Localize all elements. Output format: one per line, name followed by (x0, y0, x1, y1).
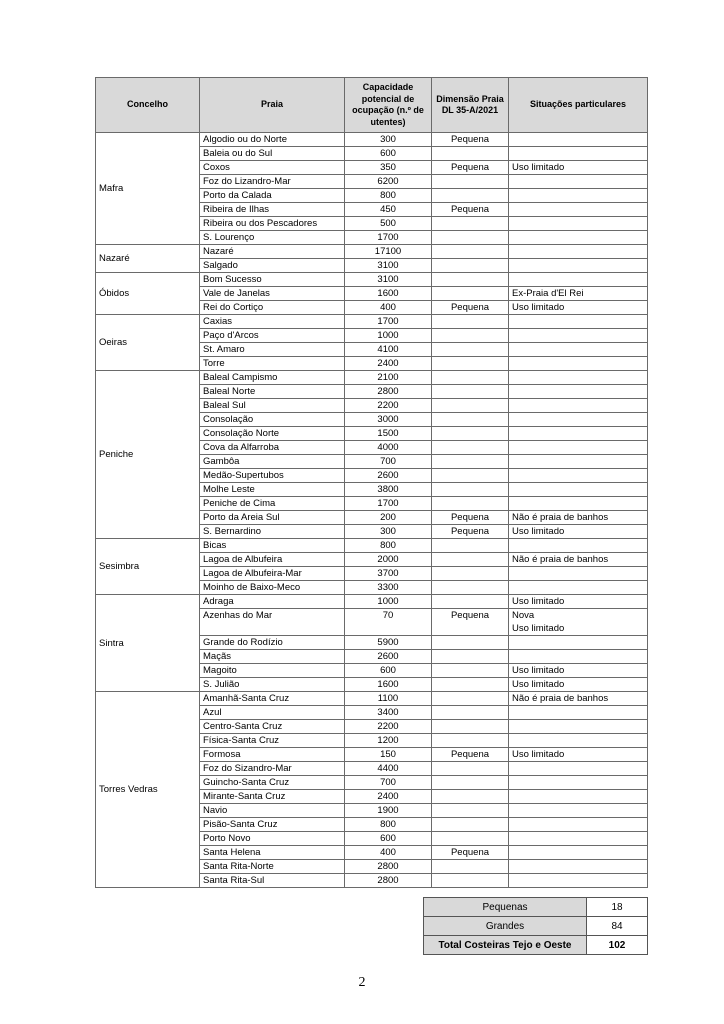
capacidade-cell: 350 (345, 161, 432, 175)
concelho-cell: Óbidos (96, 273, 200, 315)
header-capacidade: Capacidade potencial de ocupação (n.º de utentes) (345, 78, 432, 133)
praia-cell: Lagoa de Albufeira (200, 553, 345, 567)
dimensao-cell (432, 245, 509, 259)
capacidade-cell: 400 (345, 301, 432, 315)
praia-cell: Azul (200, 706, 345, 720)
praia-cell: Moinho de Baixo-Meco (200, 581, 345, 595)
dimensao-cell (432, 259, 509, 273)
dimensao-cell (432, 734, 509, 748)
praia-cell: S. Bernardino (200, 525, 345, 539)
dimensao-cell (432, 441, 509, 455)
dimensao-cell (432, 455, 509, 469)
praia-cell: Centro-Santa Cruz (200, 720, 345, 734)
capacidade-cell: 4400 (345, 762, 432, 776)
capacidade-cell: 1100 (345, 692, 432, 706)
dimensao-cell (432, 692, 509, 706)
beaches-table (95, 77, 648, 888)
concelho-cell: Peniche (96, 371, 200, 539)
capacidade-cell: 3800 (345, 483, 432, 497)
situacoes-cell (509, 720, 648, 734)
table-row (96, 273, 648, 287)
praia-cell: Baleia ou do Sul (200, 147, 345, 161)
dimensao-cell (432, 287, 509, 301)
situacao-line: Uso limitado (512, 162, 565, 173)
concelho-cell: Torres Vedras (96, 692, 200, 888)
situacoes-cell (509, 511, 648, 525)
situacoes-cell (509, 553, 648, 567)
dimensao-cell (432, 832, 509, 846)
capacidade-cell: 5900 (345, 636, 432, 650)
situacoes-cell (509, 441, 648, 455)
dimensao-cell (432, 553, 509, 567)
capacidade-cell: 17100 (345, 245, 432, 259)
capacidade-cell: 6200 (345, 175, 432, 189)
capacidade-cell: 700 (345, 776, 432, 790)
capacidade-cell: 2400 (345, 357, 432, 371)
situacoes-cell (509, 804, 648, 818)
dimensao-cell (432, 189, 509, 203)
situacoes-cell (509, 343, 648, 357)
situacoes-cell (509, 357, 648, 371)
situacoes-cell (509, 217, 648, 231)
dimensao-cell (432, 273, 509, 287)
table-body (96, 133, 648, 888)
situacoes-cell (509, 860, 648, 874)
situacoes-cell (509, 650, 648, 664)
situacao-line: Uso limitado (512, 665, 565, 676)
capacidade-cell: 500 (345, 217, 432, 231)
situacoes-cell (509, 175, 648, 189)
header-situacoes: Situações particulares (509, 78, 648, 133)
praia-cell: Porto da Areia Sul (200, 511, 345, 525)
praia-cell: Baleal Sul (200, 399, 345, 413)
praia-cell: Bom Sucesso (200, 273, 345, 287)
dimensao-cell (432, 469, 509, 483)
situacoes-cell (509, 203, 648, 217)
praia-cell: Nazaré (200, 245, 345, 259)
table-header-row (96, 78, 648, 133)
praia-cell: Porto Novo (200, 832, 345, 846)
praia-cell: Coxos (200, 161, 345, 175)
praia-cell: Gambôa (200, 455, 345, 469)
header-praia: Praia (200, 78, 345, 133)
table-row (96, 692, 648, 706)
praia-cell: Ribeira ou dos Pescadores (200, 217, 345, 231)
concelho-cell: Mafra (96, 133, 200, 245)
situacoes-cell (509, 497, 648, 511)
table-row (96, 595, 648, 609)
capacidade-cell: 1900 (345, 804, 432, 818)
situacoes-cell (509, 790, 648, 804)
praia-cell: Adraga (200, 595, 345, 609)
praia-cell: Paço d'Arcos (200, 329, 345, 343)
dimensao-cell (432, 762, 509, 776)
capacidade-cell: 4100 (345, 343, 432, 357)
situacoes-cell (509, 609, 648, 636)
capacidade-cell: 3400 (345, 706, 432, 720)
praia-cell: Pisão-Santa Cruz (200, 818, 345, 832)
situacao-line: Nova (512, 610, 535, 621)
praia-cell: Santa Helena (200, 846, 345, 860)
praia-cell: Bicas (200, 539, 345, 553)
dimensao-cell: Pequena (432, 301, 509, 315)
situacoes-cell (509, 287, 648, 301)
praia-cell: Baleal Campismo (200, 371, 345, 385)
capacidade-cell: 1700 (345, 497, 432, 511)
dimensao-cell (432, 357, 509, 371)
praia-cell: Vale de Janelas (200, 287, 345, 301)
praia-cell: Peniche de Cima (200, 497, 345, 511)
dimensao-cell (432, 664, 509, 678)
praia-cell: Consolação (200, 413, 345, 427)
situacoes-cell (509, 525, 648, 539)
summary-value: 84 (587, 917, 648, 936)
dimensao-cell (432, 315, 509, 329)
praia-cell: Mirante-Santa Cruz (200, 790, 345, 804)
situacoes-cell (509, 189, 648, 203)
situacao-line: Não é praia de banhos (512, 554, 609, 565)
praia-cell: Física-Santa Cruz (200, 734, 345, 748)
praia-cell: St. Amaro (200, 343, 345, 357)
summary-row (424, 936, 648, 955)
situacao-line: Uso limitado (512, 302, 565, 313)
praia-cell: Foz do Lizandro-Mar (200, 175, 345, 189)
dimensao-cell (432, 371, 509, 385)
dimensao-cell (432, 804, 509, 818)
capacidade-cell: 2200 (345, 399, 432, 413)
capacidade-cell: 1700 (345, 315, 432, 329)
praia-cell: Lagoa de Albufeira-Mar (200, 567, 345, 581)
praia-cell: Maçãs (200, 650, 345, 664)
praia-cell: Algodio ou do Norte (200, 133, 345, 147)
capacidade-cell: 3100 (345, 273, 432, 287)
dimensao-cell (432, 539, 509, 553)
situacao-line: Uso limitado (512, 749, 565, 760)
capacidade-cell: 3700 (345, 567, 432, 581)
dimensao-cell (432, 413, 509, 427)
table-row (96, 245, 648, 259)
situacoes-cell (509, 636, 648, 650)
dimensao-cell (432, 567, 509, 581)
situacoes-cell (509, 469, 648, 483)
praia-cell: Amanhã-Santa Cruz (200, 692, 345, 706)
table-row (96, 539, 648, 553)
situacoes-cell (509, 315, 648, 329)
capacidade-cell: 70 (345, 609, 432, 636)
summary-value: 18 (587, 898, 648, 917)
concelho-cell: Sintra (96, 595, 200, 692)
header-concelho: Concelho (96, 78, 200, 133)
situacoes-cell (509, 483, 648, 497)
situacoes-cell (509, 413, 648, 427)
situacoes-cell (509, 595, 648, 609)
dimensao-cell (432, 497, 509, 511)
situacoes-cell (509, 874, 648, 888)
praia-cell: Medão-Supertubos (200, 469, 345, 483)
situacoes-cell (509, 567, 648, 581)
praia-cell: Cova da Alfarroba (200, 441, 345, 455)
dimensao-cell (432, 217, 509, 231)
praia-cell: Magoito (200, 664, 345, 678)
dimensao-cell (432, 595, 509, 609)
capacidade-cell: 800 (345, 539, 432, 553)
capacidade-cell: 2100 (345, 371, 432, 385)
situacoes-cell (509, 846, 648, 860)
capacidade-cell: 3000 (345, 413, 432, 427)
praia-cell: Rei do Cortiço (200, 301, 345, 315)
situacoes-cell (509, 692, 648, 706)
dimensao-cell: Pequena (432, 846, 509, 860)
summary-row (424, 898, 648, 917)
capacidade-cell: 1000 (345, 329, 432, 343)
capacidade-cell: 200 (345, 511, 432, 525)
situacoes-cell (509, 427, 648, 441)
praia-cell: Navio (200, 804, 345, 818)
capacidade-cell: 400 (345, 846, 432, 860)
summary-row (424, 917, 648, 936)
praia-cell: Santa Rita-Sul (200, 874, 345, 888)
capacidade-cell: 800 (345, 818, 432, 832)
capacidade-cell: 300 (345, 133, 432, 147)
situacoes-cell (509, 273, 648, 287)
capacidade-cell: 600 (345, 832, 432, 846)
capacidade-cell: 1600 (345, 287, 432, 301)
praia-cell: Azenhas do Mar (200, 609, 345, 636)
dimensao-cell (432, 581, 509, 595)
concelho-cell: Sesimbra (96, 539, 200, 595)
situacoes-cell (509, 734, 648, 748)
situacoes-cell (509, 231, 648, 245)
situacao-line: Uso limitado (512, 679, 565, 690)
dimensao-cell (432, 636, 509, 650)
dimensao-cell (432, 860, 509, 874)
situacoes-cell (509, 259, 648, 273)
situacoes-cell (509, 161, 648, 175)
praia-cell: Ribeira de Ilhas (200, 203, 345, 217)
capacidade-cell: 300 (345, 525, 432, 539)
concelho-cell: Nazaré (96, 245, 200, 273)
situacoes-cell (509, 818, 648, 832)
dimensao-cell (432, 399, 509, 413)
dimensao-cell (432, 175, 509, 189)
praia-cell: Salgado (200, 259, 345, 273)
praia-cell: Torre (200, 357, 345, 371)
table-row (96, 371, 648, 385)
praia-cell: Molhe Leste (200, 483, 345, 497)
praia-cell: Santa Rita-Norte (200, 860, 345, 874)
dimensao-cell: Pequena (432, 161, 509, 175)
situacao-line: Não é praia de banhos (512, 512, 609, 523)
summary-body (424, 898, 648, 955)
capacidade-cell: 1500 (345, 427, 432, 441)
capacidade-cell: 2200 (345, 720, 432, 734)
praia-cell: Consolação Norte (200, 427, 345, 441)
capacidade-cell: 2600 (345, 469, 432, 483)
summary-value: 102 (587, 936, 648, 955)
praia-cell: S. Lourenço (200, 231, 345, 245)
summary-label: Grandes (424, 917, 587, 936)
concelho-cell: Oeiras (96, 315, 200, 371)
dimensao-cell: Pequena (432, 525, 509, 539)
situacao-line: Não é praia de banhos (512, 693, 609, 704)
summary-table (423, 897, 648, 955)
capacidade-cell: 4000 (345, 441, 432, 455)
situacoes-cell (509, 832, 648, 846)
situacao-line: Ex-Praia d'El Rei (512, 288, 584, 299)
dimensao-cell: Pequena (432, 609, 509, 636)
situacoes-cell (509, 664, 648, 678)
capacidade-cell: 2800 (345, 385, 432, 399)
situacao-line: Uso limitado (512, 596, 565, 607)
dimensao-cell (432, 706, 509, 720)
situacoes-cell (509, 385, 648, 399)
praia-cell: Foz do Sizandro-Mar (200, 762, 345, 776)
dimensao-cell (432, 720, 509, 734)
praia-cell: Caxias (200, 315, 345, 329)
capacidade-cell: 3300 (345, 581, 432, 595)
situacoes-cell (509, 581, 648, 595)
praia-cell: Formosa (200, 748, 345, 762)
dimensao-cell (432, 147, 509, 161)
capacidade-cell: 700 (345, 455, 432, 469)
dimensao-cell (432, 874, 509, 888)
situacoes-cell (509, 776, 648, 790)
dimensao-cell (432, 678, 509, 692)
dimensao-cell (432, 776, 509, 790)
capacidade-cell: 2000 (345, 553, 432, 567)
situacao-line: Uso limitado (512, 623, 565, 634)
dimensao-cell: Pequena (432, 133, 509, 147)
situacoes-cell (509, 539, 648, 553)
capacidade-cell: 1700 (345, 231, 432, 245)
situacoes-cell (509, 133, 648, 147)
situacoes-cell (509, 301, 648, 315)
capacidade-cell: 3100 (345, 259, 432, 273)
situacoes-cell (509, 455, 648, 469)
dimensao-cell: Pequena (432, 203, 509, 217)
capacidade-cell: 600 (345, 664, 432, 678)
praia-cell: Porto da Calada (200, 189, 345, 203)
capacidade-cell: 150 (345, 748, 432, 762)
capacidade-cell: 1600 (345, 678, 432, 692)
dimensao-cell (432, 427, 509, 441)
dimensao-cell (432, 329, 509, 343)
capacidade-cell: 1000 (345, 595, 432, 609)
situacoes-cell (509, 748, 648, 762)
capacidade-cell: 2600 (345, 650, 432, 664)
dimensao-cell (432, 790, 509, 804)
situacoes-cell (509, 329, 648, 343)
capacidade-cell: 600 (345, 147, 432, 161)
table-row (96, 315, 648, 329)
situacoes-cell (509, 371, 648, 385)
praia-cell: S. Julião (200, 678, 345, 692)
capacidade-cell: 1200 (345, 734, 432, 748)
praia-cell: Baleal Norte (200, 385, 345, 399)
dimensao-cell (432, 343, 509, 357)
situacoes-cell (509, 762, 648, 776)
dimensao-cell (432, 385, 509, 399)
dimensao-cell (432, 231, 509, 245)
dimensao-cell: Pequena (432, 511, 509, 525)
situacoes-cell (509, 678, 648, 692)
capacidade-cell: 2800 (345, 874, 432, 888)
summary-label: Pequenas (424, 898, 587, 917)
dimensao-cell (432, 650, 509, 664)
praia-cell: Guincho-Santa Cruz (200, 776, 345, 790)
table-row (96, 133, 648, 147)
dimensao-cell: Pequena (432, 748, 509, 762)
header-dimensao: Dimensão Praia DL 35-A/2021 (432, 78, 509, 133)
capacidade-cell: 2800 (345, 860, 432, 874)
situacoes-cell (509, 147, 648, 161)
dimensao-cell (432, 818, 509, 832)
capacidade-cell: 450 (345, 203, 432, 217)
praia-cell: Grande do Rodízio (200, 636, 345, 650)
situacoes-cell (509, 706, 648, 720)
page-number: 2 (358, 975, 366, 990)
summary-label: Total Costeiras Tejo e Oeste (424, 936, 587, 955)
capacidade-cell: 800 (345, 189, 432, 203)
situacoes-cell (509, 245, 648, 259)
situacoes-cell (509, 399, 648, 413)
dimensao-cell (432, 483, 509, 497)
capacidade-cell: 2400 (345, 790, 432, 804)
situacao-line: Uso limitado (512, 526, 565, 537)
